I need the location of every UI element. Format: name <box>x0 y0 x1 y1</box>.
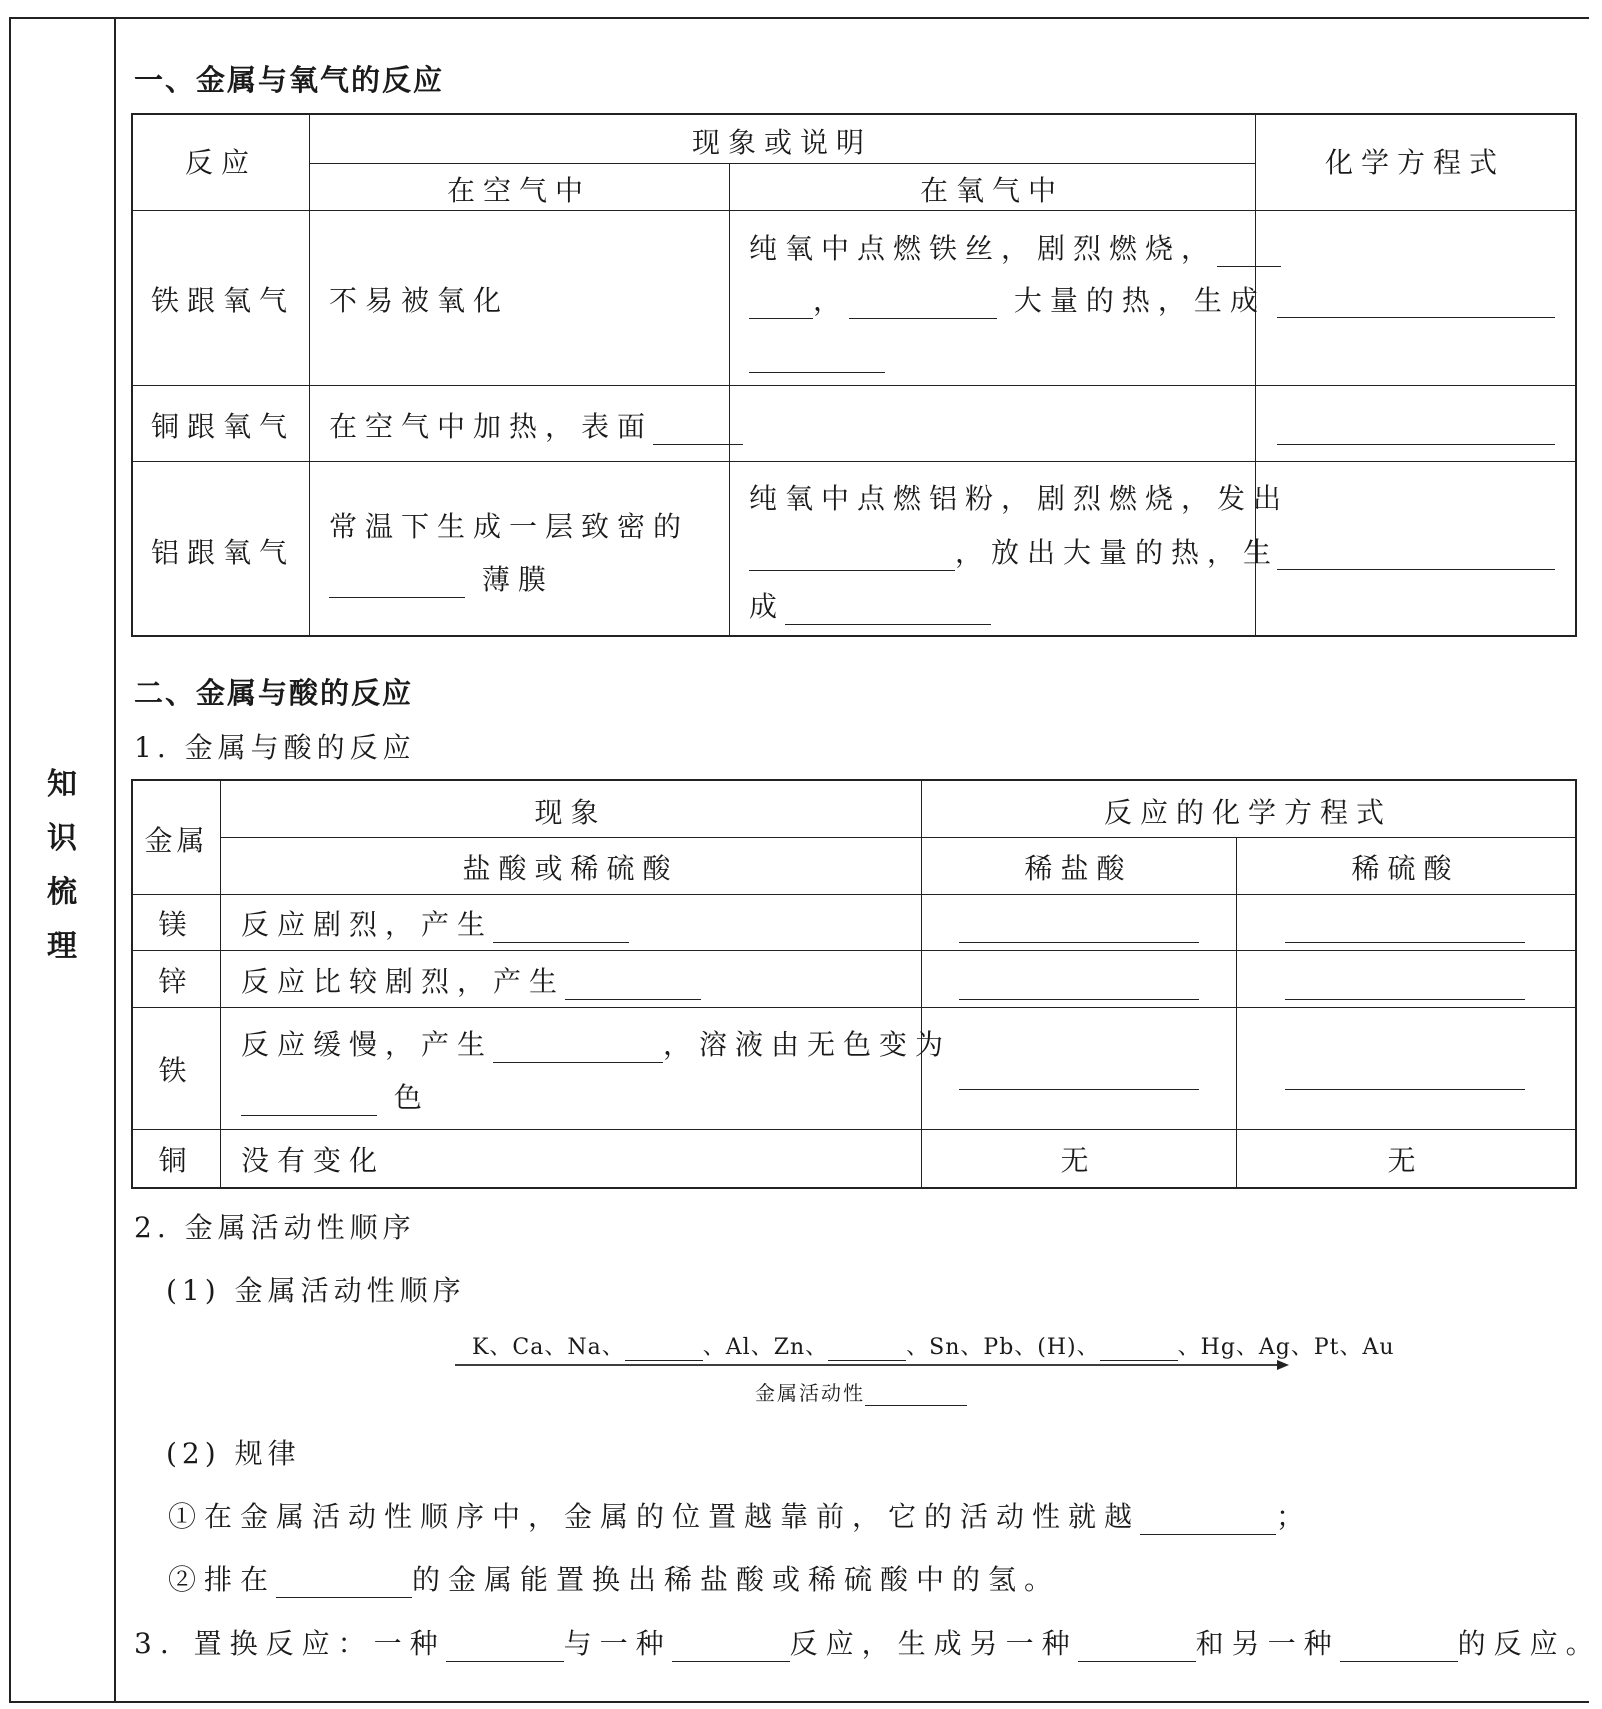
row-copper-name: 铜跟氧气 <box>151 410 296 443</box>
mg-hcl-blank <box>959 942 1199 943</box>
header-metal: 金属 <box>144 824 209 857</box>
row-iron-name: 铁跟氧气 <box>151 284 296 317</box>
iron-equation-blank <box>1277 317 1555 318</box>
row-cu-h2so4: 无 <box>1387 1144 1424 1177</box>
side-char: 知 <box>47 767 77 802</box>
header-equation2: 反应的化学方程式 <box>1103 796 1392 829</box>
activity-arrow <box>455 1358 1290 1372</box>
header-phenomenon: 现象或说明 <box>691 126 872 159</box>
rule-1: ①在金属活动性顺序中，金属的位置越靠前，它的活动性就越 ； <box>168 1500 1313 1533</box>
row-cu-name: 铜 <box>158 1144 195 1177</box>
row-copper-air: 在空气中加热，表面 <box>329 405 743 445</box>
rule-2: ②排在 的金属能置换出稀盐酸或稀硫酸中的氢。 <box>168 1563 1061 1596</box>
row-zn-name: 锌 <box>158 965 195 998</box>
activity-series: K、Ca、Na、 、Al、Zn、 、Sn、Pb、(H)、 、Hg、Ag、Pt、Au <box>472 1335 1395 1360</box>
zn-hcl-blank <box>959 999 1199 1000</box>
header-in-air: 在空气中 <box>446 174 591 207</box>
row-fe-name: 铁 <box>158 1054 195 1087</box>
row-fe-text-line1: 反应缓慢，产生 ，溶液由无色变为 <box>241 1028 952 1061</box>
row-iron-oxygen-line2: ， 大量的热，生成 <box>749 279 1266 319</box>
mg-h2so4-blank <box>1285 942 1525 943</box>
row-aluminum-air-line1: 常温下生成一层致密的 <box>329 510 690 543</box>
row-iron-oxygen-line1: 纯氧中点燃铁丝，剧烈燃烧， <box>749 227 1281 267</box>
fe-h2so4-blank <box>1285 1089 1525 1090</box>
iron-product-blank <box>749 372 885 373</box>
row-cu-text: 没有变化 <box>241 1144 386 1177</box>
row-mg-text: 反应剧烈，产生 <box>241 903 629 943</box>
header-in-oxygen: 在氧气中 <box>919 174 1064 207</box>
side-char: 梳 <box>47 875 77 910</box>
section2-title: 二、金属与酸的反应 <box>134 676 414 710</box>
row-mg-name: 镁 <box>158 908 195 941</box>
side-char: 理 <box>47 929 77 964</box>
oxygen-table <box>131 113 1577 637</box>
activity-arrow-label: 金属活动性 <box>755 1377 967 1406</box>
header-equation: 化学方程式 <box>1324 146 1505 179</box>
header-reaction: 反应 <box>184 146 257 179</box>
row-cu-hcl: 无 <box>1060 1144 1097 1177</box>
row-aluminum-oxygen-line3: 成 <box>749 585 991 625</box>
sub-heading-2: 2. 金属活动性顺序 <box>134 1211 416 1244</box>
row-zn-text: 反应比较剧烈，产生 <box>241 960 701 1000</box>
row-aluminum-air-line2: 薄膜 <box>329 558 554 598</box>
acid-table <box>131 779 1577 1189</box>
row-aluminum-oxygen-line1: 纯氧中点燃铝粉，剧烈燃烧，发出 <box>749 482 1290 515</box>
section1-title: 一、金属与氧气的反应 <box>134 63 445 97</box>
header-acid: 盐酸或稀硫酸 <box>462 852 679 885</box>
row-aluminum-oxygen-line2: ，放出大量的热，生 <box>749 531 1279 571</box>
sub-heading-2-2: (2) 规律 <box>166 1437 301 1470</box>
header-phenomenon2: 现象 <box>534 796 607 829</box>
aluminum-equation-blank <box>1277 569 1555 570</box>
row-iron-air: 不易被氧化 <box>329 284 510 317</box>
side-label <box>47 758 77 974</box>
sub-heading-3: 3. 置换反应：一种 与一种 反应，生成另一种 和另一种 的反应。 <box>134 1627 1602 1660</box>
sub-heading-2-1: (1) 金属活动性顺序 <box>166 1274 466 1307</box>
sub-heading-1: 1. 金属与酸的反应 <box>134 731 416 764</box>
copper-equation-blank <box>1277 444 1555 445</box>
side-char: 识 <box>47 821 77 856</box>
row-aluminum-name: 铝跟氧气 <box>151 536 296 569</box>
header-hcl: 稀盐酸 <box>1024 852 1133 885</box>
header-h2so4: 稀硫酸 <box>1351 852 1460 885</box>
row-fe-text-line2: 色 <box>241 1076 430 1116</box>
zn-h2so4-blank <box>1285 999 1525 1000</box>
fe-hcl-blank <box>959 1089 1199 1090</box>
